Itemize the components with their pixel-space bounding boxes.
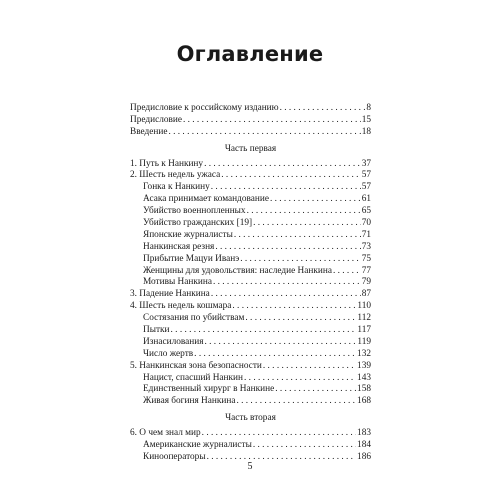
toc-entry-title: 1. Путь к Нанкину [130,158,204,169]
dot-leader [275,384,356,396]
dot-leader [205,337,357,349]
toc-entry-page: 37 [361,158,371,169]
toc-chapter [130,170,371,182]
toc-entry-title: Предисловие [130,114,182,125]
toc-entry-title: Живая богиня Нанкина [143,396,236,407]
toc-entry-title: Мотивы Нанкина [143,277,212,288]
toc-chapter [130,361,371,373]
toc-entry-page: 18 [361,126,371,137]
toc-section [130,194,371,206]
dot-leader [270,194,361,206]
toc-section [130,313,371,325]
toc-entry-page: 57 [361,182,371,193]
toc-section [130,440,371,452]
toc-entry [130,115,371,127]
toc-chapter [130,159,371,171]
toc-entry-title: Нацист, спасший Нанкин [143,372,244,383]
toc-entry-title: Японские журналисты [143,229,233,240]
dot-leader [245,313,356,325]
dot-leader [204,159,361,171]
toc-entry-title: Асака принимает командование [143,194,269,205]
toc-entry [130,127,371,139]
toc-section [130,218,371,230]
toc-entry-title: Единственный хирург в Нанкине [143,384,275,395]
dot-leader [211,182,361,194]
dot-leader [194,349,356,361]
toc-entry-title: Прибытие Мацуи Иванэ [143,253,240,264]
toc-entry-page: 183 [357,428,371,439]
toc-chapter [130,428,371,440]
toc-entry-page: 87 [361,289,371,300]
toc-section [130,325,371,337]
dot-leader [213,277,361,289]
toc-entry-page: 75 [361,253,371,264]
toc-entry-title: 4. Шесть недель кошмара [130,301,232,312]
toc-section [130,266,371,278]
dot-leader [263,361,356,373]
dot-leader [202,428,356,440]
toc-entry-page: 79 [361,277,371,288]
toc-entry-page: 15 [361,114,371,125]
dot-leader [168,127,360,139]
toc-entry-title: Предисловие к российскому изданию [130,103,279,113]
toc-entry-title: Убийство гражданских [19] [143,218,253,229]
toc-entry-page: 143 [357,372,371,383]
toc-entry-title: Число жертв [143,348,194,359]
dot-leader [236,396,356,408]
table-of-contents [130,103,371,464]
toc-entry-title: 5. Нанкинская зона безопасности [130,360,262,371]
toc-section [130,242,371,254]
toc-entry-page: 8 [366,103,371,113]
toc-entry-page: 110 [357,301,371,312]
dot-leader [244,373,356,385]
toc-entry-page: 61 [361,194,371,205]
toc-entry-title: Американские журналисты [143,440,252,451]
dot-leader [280,103,366,115]
toc-entry-page: 65 [361,206,371,217]
toc-entry-page: 70 [361,218,371,229]
toc-entry-title: Введение [130,126,168,137]
toc-entry-title: 6. О чем знал мир [130,428,201,439]
toc-section [130,182,371,194]
toc-entry-page: 184 [357,440,371,451]
dot-leader [232,301,356,313]
toc-entry-page: 112 [357,313,371,324]
toc-section [130,396,371,408]
toc-entry-page: 132 [357,348,371,359]
toc-entry [130,103,371,115]
toc-entry-page: 73 [361,241,371,252]
toc-entry-title: Убийство военнопленных [143,206,246,217]
toc-entry-title: Женщины для удовольствия: наследие Нанкина [143,265,332,276]
toc-section [130,230,371,242]
dot-leader [247,206,361,218]
page-title: Оглавление [176,42,324,66]
toc-chapter [130,301,371,313]
toc-section [130,373,371,385]
dot-leader [211,289,361,301]
toc-section [130,349,371,361]
dot-leader [253,440,356,452]
dot-leader [234,230,361,242]
dot-leader [333,266,361,278]
toc-entry-title: Кинооператоры [143,451,206,462]
toc-entry-page: 77 [361,265,371,276]
toc-entry-page: 168 [357,396,371,407]
dot-leader [240,254,361,266]
part-heading: Часть первая [224,143,277,154]
dot-leader [253,218,361,230]
part-heading: Часть вторая [225,413,276,424]
dot-leader [171,325,357,337]
toc-entry-page: 186 [357,451,371,462]
toc-entry-page: 57 [361,170,371,181]
toc-section [130,384,371,396]
toc-entry-page: 119 [357,336,371,347]
toc-entry-title: Пытки [143,325,170,336]
toc-entry-page: 158 [357,384,371,395]
toc-entry-title: Нанкинская резня [143,241,215,252]
toc-entry-title: Состязания по убийствам [143,313,245,324]
toc-entry-title: 3. Падение Нанкина [130,289,210,300]
toc-section [130,337,371,349]
toc-entry-page: 71 [361,229,371,240]
dot-leader [183,115,361,127]
toc-chapter [130,289,371,301]
toc-entry-page: 139 [357,360,371,371]
toc-section [130,206,371,218]
toc-entry-title: 2. Шесть недель ужаса [130,170,221,181]
toc-entry-page: 117 [357,325,371,336]
toc-entry-title: Изнасилования [143,336,204,347]
dot-leader [215,242,360,254]
toc-section [130,277,371,289]
toc-section [130,254,371,266]
dot-leader [221,170,360,182]
page-number: 5 [247,461,253,472]
toc-entry-title: Гонка к Нанкину [143,182,210,193]
